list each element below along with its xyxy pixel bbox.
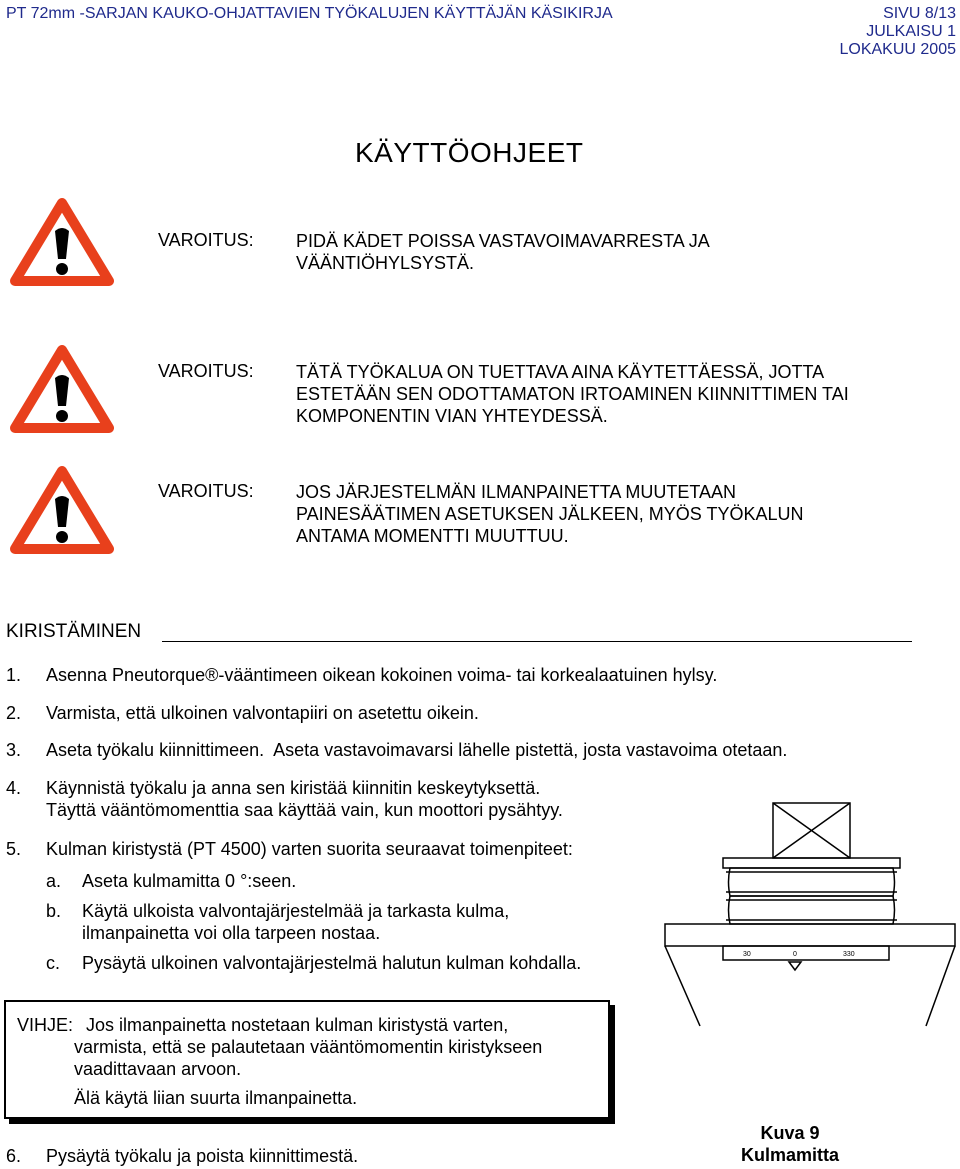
step-number: a. xyxy=(46,871,62,891)
hint-text: vaadittavaan arvoon. xyxy=(74,1059,242,1079)
warning-text xyxy=(296,230,936,274)
list-item xyxy=(6,777,726,821)
list-item xyxy=(46,870,666,892)
warning-triangle-icon xyxy=(10,465,114,555)
figure-caption-number: Kuva 9 xyxy=(760,1123,820,1143)
warning-label: VAROITUS: xyxy=(158,361,254,381)
list-item xyxy=(6,739,946,761)
step-number: b. xyxy=(46,901,62,921)
step-text: Pysäytä ulkoinen valvontajärjestelmä halutun kulman kohdalla. xyxy=(82,953,582,973)
step-text: Käytä ulkoista valvontajärjestelmää ja tarkasta kulma, xyxy=(82,901,510,921)
warning-line: TÄTÄ TYÖKALUA ON TUETTAVA AINA KÄYTETTÄESSÄ, JOTTA xyxy=(296,362,825,382)
step-number: 1. xyxy=(6,665,22,685)
hint-text: Jos ilmanpainetta nostetaan kulman kiristystä varten, xyxy=(86,1015,509,1035)
warning-line: JOS JÄRJESTELMÄN ILMANPAINETTA MUUTETAAN xyxy=(296,482,737,502)
date: LOKAKUU 2005 xyxy=(839,41,956,58)
angle-gauge-drawing xyxy=(660,800,960,1030)
step-number: 5. xyxy=(6,839,22,859)
scale-label: 0 xyxy=(793,951,797,958)
warning-line: ESTETÄÄN SEN ODOTTAMATON IRTOAMINEN KIINNITTIMEN TAI xyxy=(296,384,849,404)
edition: JULKAISU 1 xyxy=(866,23,956,40)
scale-label: 30 xyxy=(743,951,751,958)
warning-line: VÄÄNTIÖHYLSYSTÄ. xyxy=(296,253,475,273)
step-text: ilmanpainetta voi olla tarpeen nostaa. xyxy=(82,923,381,943)
section-heading: KIRISTÄMINEN xyxy=(6,621,142,642)
step-text: Aseta kulmamitta 0 °:seen. xyxy=(82,871,297,891)
step-text: Kulman kiristystä (PT 4500) varten suorita seuraavat toimenpiteet: xyxy=(46,839,573,859)
scale-label: 330 xyxy=(843,951,855,958)
step-text: Pysäytä työkalu ja poista kiinnittimestä. xyxy=(46,1146,359,1166)
warning-text xyxy=(296,361,936,427)
figure-caption-title: Kulmamitta xyxy=(740,1145,839,1165)
list-item xyxy=(6,664,946,686)
step-text: Täyttä vääntömomenttia saa käyttää vain, kun moottori pysähtyy. xyxy=(46,800,563,820)
hint-text: varmista, että se palautetaan vääntömomentin kiristykseen xyxy=(74,1037,543,1057)
warning-line: KOMPONENTIN VIAN YHTEYDESSÄ. xyxy=(296,406,608,426)
document-header-title: PT 72mm -SARJAN KAUKO-OHJATTAVIEN TYÖKALUJEN KÄYTTÄJÄN KÄSIKIRJA xyxy=(6,5,613,22)
hint-label: VIHJE: xyxy=(17,1015,74,1035)
step-text: Aseta työkalu kiinnittimeen. Aseta vastavoimavarsi lähelle pistettä, josta vastavoima otetaan. xyxy=(46,740,788,760)
list-item xyxy=(46,900,666,944)
page-title: KÄYTTÖOHJEET xyxy=(355,137,584,168)
page-number: SIVU 8/13 xyxy=(883,5,956,22)
step-number: 3. xyxy=(6,740,22,760)
warning-line: ANTAMA MOMENTTI MUUTTUU. xyxy=(296,526,569,546)
list-item xyxy=(46,952,666,974)
step-number: 4. xyxy=(6,778,22,798)
step-text: Käynnistä työkalu ja anna sen kiristää kiinnitin keskeytyksettä. xyxy=(46,778,541,798)
warning-line: PAINESÄÄTIMEN ASETUKSEN JÄLKEEN, MYÖS TYÖKALUN xyxy=(296,504,804,524)
step-text: Asenna Pneutorque®-vääntimeen oikean kokoinen voima- tai korkealaatuinen hylsy. xyxy=(46,665,718,685)
section-underline xyxy=(162,641,912,642)
hint-text: Älä käytä liian suurta ilmanpainetta. xyxy=(74,1088,358,1108)
list-item xyxy=(6,1145,566,1167)
warning-label: VAROITUS: xyxy=(158,481,254,501)
warning-line: PIDÄ KÄDET POISSA VASTAVOIMAVARRESTA JA xyxy=(296,231,710,251)
step-number: c. xyxy=(46,953,61,973)
warning-text xyxy=(296,481,936,547)
warning-triangle-icon xyxy=(10,344,114,434)
step-number: 2. xyxy=(6,703,22,723)
step-number: 6. xyxy=(6,1146,22,1166)
step-text: Varmista, että ulkoinen valvontapiiri on asetettu oikein. xyxy=(46,703,479,723)
list-item xyxy=(6,702,946,724)
list-item xyxy=(6,838,666,860)
warning-triangle-icon xyxy=(10,197,114,287)
warning-label: VAROITUS: xyxy=(158,230,254,250)
